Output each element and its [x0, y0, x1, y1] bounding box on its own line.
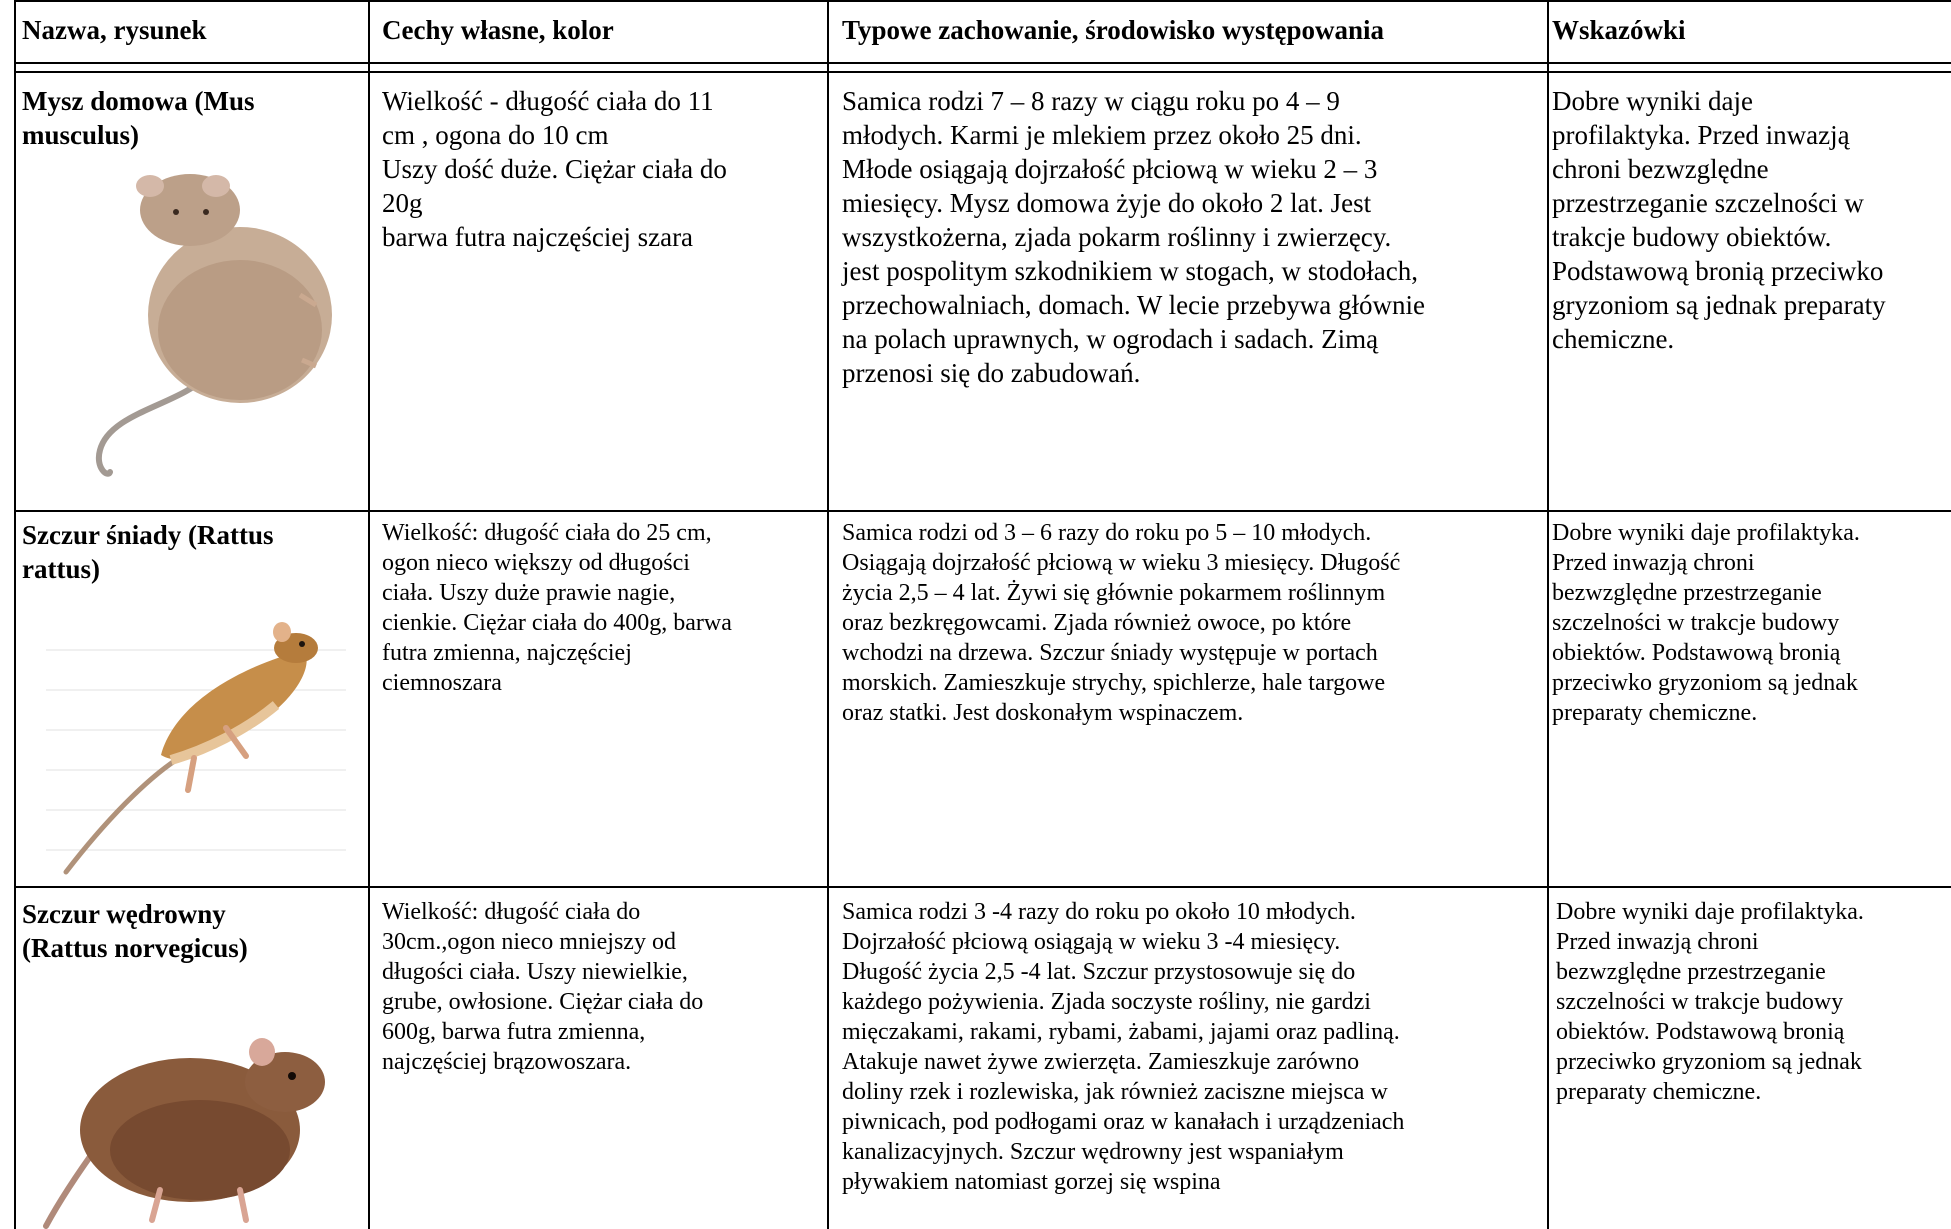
column-divider-1 — [368, 0, 370, 1229]
row1-behavior: Samica rodzi 7 – 8 razy w ciągu roku po 4 – 9 młodych. Karmi je mlekiem przez około 25 dni. Młode osiągają dojrzałość płciową w wieku 2 – 3 miesięcy. Mysz domowa żyje do około 2 lat. Jest wszystkożerna, zjada pokarm roślinny i zwierzęcy. jest pospolitym szkodnikiem w stogach, w stodołach, przechowalniach, domach. W lecie przebywa głównie na polach uprawnych, w ogrodach i sadach. Zimą przenosi się do zabudowań. — [842, 86, 1426, 388]
table-border-left — [14, 0, 16, 1229]
row3-traits: Wielkość: długość ciała do 30cm.,ogon nieco mniejszy od długości ciała. Uszy niewielkie, grube, owłosione. Ciężar ciała do 600g, barwa futra zmienna, najczęściej brązowoszara. — [382, 899, 704, 1075]
row2-tips: Dobre wyniki daje profilaktyka. Przed inwazją chroni bezwzględne przestrzeganie szczelności w trakcje budowy obiektów. Podstawową bronią przeciwko gryzoniom są jednak preparaty chemiczne. — [1552, 520, 1860, 726]
black-rat-image — [46, 610, 346, 880]
row1-tips: Dobre wyniki daje profilaktyka. Przed inwazją chroni bezwzględne przestrzeganie szczelności w trakcje budowy obiektów. Podstawową bronią przeciwko gryzoniom są jednak preparaty chemiczne. — [1552, 86, 1886, 354]
row-divider-2 — [14, 886, 1951, 888]
header-behavior: Typowe zachowanie, środowisko występowania — [842, 15, 1385, 45]
header-name: Nazwa, rysunek — [22, 15, 207, 45]
header-traits: Cechy własne, kolor — [382, 15, 614, 45]
column-divider-3 — [1547, 0, 1549, 1229]
header-double-line-lower — [14, 71, 1951, 73]
row3-name: Szczur wędrowny (Rattus norvegicus) — [22, 899, 248, 963]
column-divider-2 — [827, 0, 829, 1229]
row1-name: Mysz domowa (Mus musculus) — [22, 86, 255, 150]
row2-behavior: Samica rodzi od 3 – 6 razy do roku po 5 – 10 młodych. Osiągają dojrzałość płciową w wieku 3 miesięcy. Długość życia 2,5 – 4 lat. Żywi się głównie pokarmem roślinnym oraz bezkręgowcami. Zjada również owoce, po które wchodzi na drzewa. Szczur śniady występuje w portach morskich. Zamieszkuje strychy, spichlerze, hale targowe oraz statki. Jest doskonałym wspinaczem. — [842, 520, 1401, 726]
header-double-line-upper — [14, 62, 1951, 64]
row2-traits: Wielkość: długość ciała do 25 cm, ogon nieco większy od długości ciała. Uszy duże prawie nagie, cienkie. Ciężar ciała do 400g, barwa futra zmienna, najczęściej ciemnoszara — [382, 520, 732, 696]
row3-behavior: Samica rodzi 3 -4 razy do roku po około 10 młodych. Dojrzałość płciową osiągają w wieku 3 -4 miesięcy. Długość życia 2,5 -4 lat. Szczur przystosowuje się do każdego pożywienia. Zjada soczyste rośliny, nie gardzi mięczakami, rakami, rybami, żabami, jajami oraz padliną. Atakuje nawet żywe zwierzęta. Zamieszkuje zarówno doliny rzek i rozlewiska, jak również zaciszne miejsca w piwnicach, pod podłogami oraz w kanałach i urządzeniach kanalizacyjnych. Szczur wędrowny jest wspaniałym pływakiem natomiast gorzej się wspina — [842, 899, 1405, 1195]
brown-rat-image — [40, 990, 340, 1229]
table-border-top — [14, 0, 1951, 2]
house-mouse-image — [40, 150, 340, 480]
row1-traits: Wielkość - długość ciała do 11 cm , ogona do 10 cm Uszy dość duże. Ciężar ciała do 20g barwa futra najczęściej szara — [382, 86, 727, 252]
header-tips: Wskazówki — [1552, 15, 1686, 45]
row3-tips: Dobre wyniki daje profilaktyka. Przed inwazją chroni bezwzględne przestrzeganie szczelności w trakcje budowy obiektów. Podstawową bronią przeciwko gryzoniom są jednak preparaty chemiczne. — [1556, 899, 1864, 1105]
row-divider-1 — [14, 510, 1951, 512]
row2-name: Szczur śniady (Rattus rattus) — [22, 520, 274, 584]
